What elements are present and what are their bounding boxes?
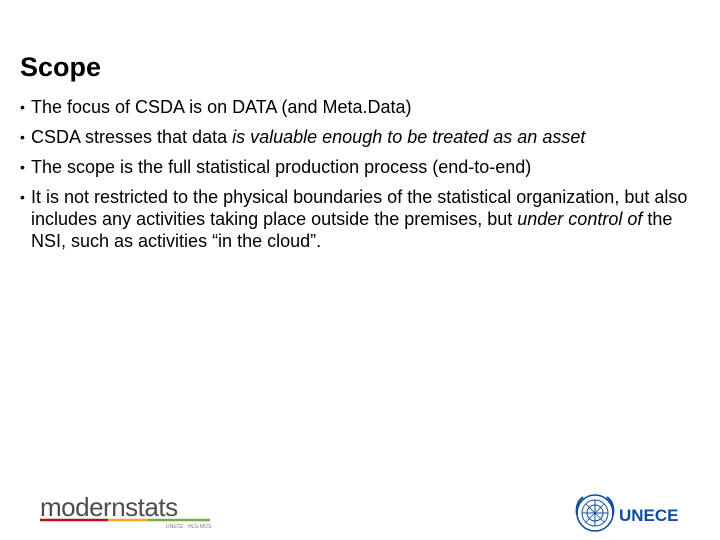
un-emblem-icon (577, 495, 614, 531)
bullet-dot-icon: • (20, 189, 25, 205)
unece-logo-text: UNECE (619, 506, 679, 525)
unece-logo (573, 488, 703, 538)
bullet-text (31, 127, 585, 147)
bullet-text (31, 157, 531, 177)
bullet-segment: It is not restricted to the physical boundaries of the statistical organization, but also includes any activities taking place outside the premises, but (31, 187, 688, 229)
bullet-item (20, 126, 700, 148)
bullet-segment: The focus of CSDA is on DATA (and Meta.Data) (31, 97, 412, 117)
bullet-segment: The scope is the full statistical production process (end-to-end) (31, 157, 532, 177)
bullet-text (31, 97, 412, 117)
bullet-list (20, 96, 700, 260)
bullet-segment-italic: under control of (517, 209, 643, 229)
modernstats-logo-text: modernstats (40, 492, 178, 522)
modernstats-logo-subtext: UNECE · HLG-MOS (166, 524, 212, 530)
bullet-segment: CSDA stresses that data (31, 127, 233, 147)
bullet-segment-italic: is valuable enough to be treated as an asset (232, 127, 586, 147)
bullet-dot-icon: • (20, 129, 25, 145)
bullet-dot-icon: • (20, 99, 25, 115)
modernstats-logo (38, 490, 218, 530)
bullet-item (20, 156, 700, 178)
bullet-segment: the NSI, such as activities “in the cloud”. (31, 209, 673, 251)
slide-title: Scope (20, 52, 102, 82)
bullet-item (20, 186, 700, 252)
bullet-text (31, 186, 700, 252)
bullet-item (20, 96, 700, 118)
bullet-dot-icon: • (20, 159, 25, 175)
